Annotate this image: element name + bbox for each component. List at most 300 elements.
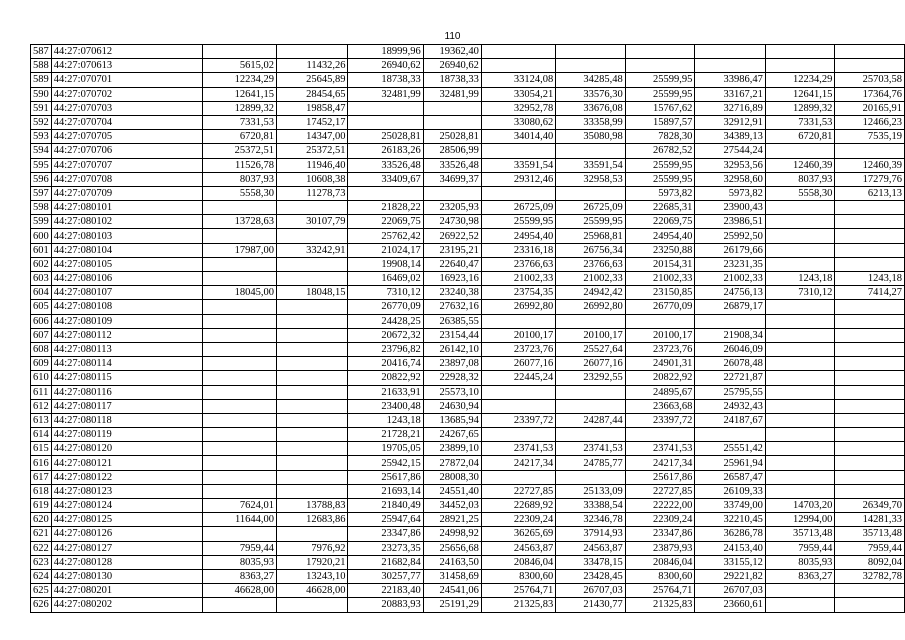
cell-value-9 bbox=[765, 484, 835, 498]
cell-row-number: 613 bbox=[31, 413, 52, 427]
cell-value-1 bbox=[202, 371, 276, 385]
cell-value-8: 32912,91 bbox=[695, 115, 766, 129]
cell-value-5: 22727,85 bbox=[481, 484, 555, 498]
cell-value-9: 12460,39 bbox=[765, 158, 835, 172]
cell-value-5: 23397,72 bbox=[481, 413, 555, 427]
cell-value-5: 8300,60 bbox=[481, 569, 555, 583]
cell-value-3: 20822,92 bbox=[348, 371, 423, 385]
table-row bbox=[31, 584, 905, 598]
cell-value-8: 21908,34 bbox=[695, 328, 766, 342]
cell-value-10 bbox=[835, 144, 905, 158]
cell-value-6 bbox=[556, 186, 626, 200]
cell-value-8: 33155,12 bbox=[695, 555, 766, 569]
cell-value-8 bbox=[695, 428, 766, 442]
cell-value-9: 8363,27 bbox=[765, 569, 835, 583]
cell-value-2: 7976,92 bbox=[277, 541, 348, 555]
cell-value-3: 25617,86 bbox=[348, 470, 423, 484]
cell-cadastral-code: 44:27:080127 bbox=[51, 541, 202, 555]
cell-row-number: 607 bbox=[31, 328, 52, 342]
cell-cadastral-code: 44:27:080120 bbox=[51, 442, 202, 456]
cell-value-4: 34452,03 bbox=[423, 499, 481, 513]
cell-row-number: 616 bbox=[31, 456, 52, 470]
table-row bbox=[31, 286, 905, 300]
cell-value-1 bbox=[202, 399, 276, 413]
cell-cadastral-code: 44:27:080108 bbox=[51, 300, 202, 314]
cell-value-2 bbox=[277, 470, 348, 484]
cell-value-4: 22928,32 bbox=[423, 371, 481, 385]
cell-value-9 bbox=[765, 357, 835, 371]
cell-value-1: 8035,93 bbox=[202, 555, 276, 569]
cell-value-8: 23900,43 bbox=[695, 201, 766, 215]
cell-value-5 bbox=[481, 144, 555, 158]
cell-value-6: 33478,15 bbox=[556, 555, 626, 569]
cell-value-10 bbox=[835, 442, 905, 456]
cell-value-2 bbox=[277, 229, 348, 243]
table-row bbox=[31, 314, 905, 328]
cell-value-4: 13685,94 bbox=[423, 413, 481, 427]
cell-value-2 bbox=[277, 371, 348, 385]
cell-value-3: 7310,12 bbox=[348, 286, 423, 300]
table-row bbox=[31, 541, 905, 555]
cell-value-8: 27544,24 bbox=[695, 144, 766, 158]
table-row bbox=[31, 115, 905, 129]
cell-value-7: 23741,53 bbox=[625, 442, 695, 456]
cell-value-2 bbox=[277, 272, 348, 286]
cell-value-9 bbox=[765, 144, 835, 158]
cell-value-10: 35713,48 bbox=[835, 527, 905, 541]
cell-value-5 bbox=[481, 59, 555, 73]
cell-value-8 bbox=[695, 314, 766, 328]
cell-row-number: 612 bbox=[31, 399, 52, 413]
cell-row-number: 600 bbox=[31, 229, 52, 243]
cell-value-1: 13728,63 bbox=[202, 215, 276, 229]
cell-value-1 bbox=[202, 314, 276, 328]
cell-row-number: 611 bbox=[31, 385, 52, 399]
cell-value-7: 25599,95 bbox=[625, 158, 695, 172]
cell-value-8: 25795,55 bbox=[695, 385, 766, 399]
cell-value-1 bbox=[202, 300, 276, 314]
cell-value-8: 23231,35 bbox=[695, 257, 766, 271]
cell-value-6: 24942,42 bbox=[556, 286, 626, 300]
cell-value-5: 33054,21 bbox=[481, 87, 555, 101]
cell-value-3: 20672,32 bbox=[348, 328, 423, 342]
cell-row-number: 604 bbox=[31, 286, 52, 300]
cell-value-6: 26992,80 bbox=[556, 300, 626, 314]
cell-value-2: 11432,26 bbox=[277, 59, 348, 73]
table-row bbox=[31, 300, 905, 314]
cell-value-3: 21024,17 bbox=[348, 243, 423, 257]
cell-value-4: 25573,10 bbox=[423, 385, 481, 399]
cell-value-2: 13788,83 bbox=[277, 499, 348, 513]
cell-cadastral-code: 44:27:080128 bbox=[51, 555, 202, 569]
cell-value-3: 25028,81 bbox=[348, 130, 423, 144]
cell-cadastral-code: 44:27:070702 bbox=[51, 87, 202, 101]
cell-value-5: 21002,33 bbox=[481, 272, 555, 286]
cell-value-6: 25599,95 bbox=[556, 215, 626, 229]
table-row bbox=[31, 158, 905, 172]
cell-row-number: 592 bbox=[31, 115, 52, 129]
cell-value-2: 33242,91 bbox=[277, 243, 348, 257]
cell-value-7: 24217,34 bbox=[625, 456, 695, 470]
cell-value-1 bbox=[202, 201, 276, 215]
table-row bbox=[31, 499, 905, 513]
cell-value-7: 22309,24 bbox=[625, 513, 695, 527]
cell-value-9: 6720,81 bbox=[765, 130, 835, 144]
cell-cadastral-code: 44:27:070703 bbox=[51, 101, 202, 115]
cell-value-4: 24541,06 bbox=[423, 584, 481, 598]
table-row bbox=[31, 215, 905, 229]
cell-cadastral-code: 44:27:080106 bbox=[51, 272, 202, 286]
table-row bbox=[31, 428, 905, 442]
cell-value-1 bbox=[202, 357, 276, 371]
cell-value-2: 30107,79 bbox=[277, 215, 348, 229]
cell-value-10: 17364,76 bbox=[835, 87, 905, 101]
cell-value-1: 7331,53 bbox=[202, 115, 276, 129]
cell-value-10 bbox=[835, 385, 905, 399]
cell-cadastral-code: 44:27:080103 bbox=[51, 229, 202, 243]
cell-value-3: 16469,02 bbox=[348, 272, 423, 286]
cell-value-4: 16923,16 bbox=[423, 272, 481, 286]
cell-value-2: 17920,21 bbox=[277, 555, 348, 569]
cell-value-6: 21430,77 bbox=[556, 598, 626, 612]
cell-value-8: 26046,09 bbox=[695, 342, 766, 356]
cell-value-7 bbox=[625, 428, 695, 442]
cell-value-6: 33676,08 bbox=[556, 101, 626, 115]
cell-value-8: 26707,03 bbox=[695, 584, 766, 598]
cell-value-3: 30257,77 bbox=[348, 569, 423, 583]
cell-value-3: 23347,86 bbox=[348, 527, 423, 541]
cell-value-2 bbox=[277, 456, 348, 470]
cell-value-1: 7624,01 bbox=[202, 499, 276, 513]
cell-value-2: 11278,73 bbox=[277, 186, 348, 200]
table-row bbox=[31, 172, 905, 186]
cell-value-1: 8363,27 bbox=[202, 569, 276, 583]
cell-cadastral-code: 44:27:080102 bbox=[51, 215, 202, 229]
cell-value-4: 22640,47 bbox=[423, 257, 481, 271]
cell-value-1 bbox=[202, 45, 276, 59]
cell-cadastral-code: 44:27:080125 bbox=[51, 513, 202, 527]
cell-value-10 bbox=[835, 598, 905, 612]
cell-value-8: 36286,78 bbox=[695, 527, 766, 541]
cell-value-7: 23663,68 bbox=[625, 399, 695, 413]
cell-value-10 bbox=[835, 456, 905, 470]
cell-value-4: 26940,62 bbox=[423, 59, 481, 73]
cell-value-7: 23879,93 bbox=[625, 541, 695, 555]
cell-value-7: 25599,95 bbox=[625, 87, 695, 101]
cell-value-7: 20822,92 bbox=[625, 371, 695, 385]
cell-cadastral-code: 44:27:080123 bbox=[51, 484, 202, 498]
cell-row-number: 614 bbox=[31, 428, 52, 442]
cell-value-4: 25656,68 bbox=[423, 541, 481, 555]
cell-value-7: 23347,86 bbox=[625, 527, 695, 541]
cell-value-1 bbox=[202, 428, 276, 442]
cell-value-10 bbox=[835, 413, 905, 427]
cell-row-number: 623 bbox=[31, 555, 52, 569]
cell-value-10: 7535,19 bbox=[835, 130, 905, 144]
cell-value-5: 22445,24 bbox=[481, 371, 555, 385]
table-row bbox=[31, 484, 905, 498]
cell-value-3: 21682,84 bbox=[348, 555, 423, 569]
cell-cadastral-code: 44:27:080124 bbox=[51, 499, 202, 513]
cell-value-10: 12460,39 bbox=[835, 158, 905, 172]
cell-value-2: 25645,89 bbox=[277, 73, 348, 87]
cell-value-6: 34285,48 bbox=[556, 73, 626, 87]
cell-value-1: 46628,00 bbox=[202, 584, 276, 598]
cell-value-8: 24153,40 bbox=[695, 541, 766, 555]
cell-value-2 bbox=[277, 385, 348, 399]
cell-value-1 bbox=[202, 272, 276, 286]
cell-value-5: 20100,17 bbox=[481, 328, 555, 342]
cell-value-1: 6720,81 bbox=[202, 130, 276, 144]
cell-value-8: 26879,17 bbox=[695, 300, 766, 314]
cell-cadastral-code: 44:27:080116 bbox=[51, 385, 202, 399]
cell-value-9 bbox=[765, 328, 835, 342]
cell-value-8: 32210,45 bbox=[695, 513, 766, 527]
cell-row-number: 599 bbox=[31, 215, 52, 229]
cell-value-5: 23741,53 bbox=[481, 442, 555, 456]
cell-value-8: 33167,21 bbox=[695, 87, 766, 101]
cell-value-3: 21728,21 bbox=[348, 428, 423, 442]
cell-value-1: 7959,44 bbox=[202, 541, 276, 555]
cell-value-7: 24954,40 bbox=[625, 229, 695, 243]
cell-value-2 bbox=[277, 257, 348, 271]
cell-value-8: 25551,42 bbox=[695, 442, 766, 456]
cell-value-1: 5615,02 bbox=[202, 59, 276, 73]
cell-value-3: 25947,64 bbox=[348, 513, 423, 527]
cell-row-number: 603 bbox=[31, 272, 52, 286]
cell-value-10 bbox=[835, 584, 905, 598]
cell-value-6: 24287,44 bbox=[556, 413, 626, 427]
cell-value-9 bbox=[765, 371, 835, 385]
cell-value-4: 34699,37 bbox=[423, 172, 481, 186]
cell-value-4 bbox=[423, 115, 481, 129]
table-row bbox=[31, 527, 905, 541]
cell-value-7 bbox=[625, 45, 695, 59]
cell-value-8 bbox=[695, 45, 766, 59]
cell-value-7: 21002,33 bbox=[625, 272, 695, 286]
cell-value-8: 26179,66 bbox=[695, 243, 766, 257]
cell-value-10 bbox=[835, 342, 905, 356]
cell-value-8: 32958,60 bbox=[695, 172, 766, 186]
cell-value-10: 17279,76 bbox=[835, 172, 905, 186]
cell-value-4: 25191,29 bbox=[423, 598, 481, 612]
cell-value-9: 35713,48 bbox=[765, 527, 835, 541]
cell-value-1 bbox=[202, 413, 276, 427]
cell-value-7: 22727,85 bbox=[625, 484, 695, 498]
cell-value-4: 23240,38 bbox=[423, 286, 481, 300]
cell-value-1: 11644,00 bbox=[202, 513, 276, 527]
cell-value-3: 18738,33 bbox=[348, 73, 423, 87]
cell-value-5: 24217,34 bbox=[481, 456, 555, 470]
cell-value-1: 12641,15 bbox=[202, 87, 276, 101]
cell-value-7: 20154,31 bbox=[625, 257, 695, 271]
cell-value-4 bbox=[423, 186, 481, 200]
cell-value-3: 20883,93 bbox=[348, 598, 423, 612]
cell-value-10: 32782,78 bbox=[835, 569, 905, 583]
cell-value-3: 32481,99 bbox=[348, 87, 423, 101]
cell-cadastral-code: 44:27:070709 bbox=[51, 186, 202, 200]
cell-cadastral-code: 44:27:070613 bbox=[51, 59, 202, 73]
cell-value-10 bbox=[835, 428, 905, 442]
cell-value-5: 23723,76 bbox=[481, 342, 555, 356]
cell-value-4: 25028,81 bbox=[423, 130, 481, 144]
cell-value-10 bbox=[835, 201, 905, 215]
table-row bbox=[31, 257, 905, 271]
cell-cadastral-code: 44:27:080118 bbox=[51, 413, 202, 427]
cell-value-10 bbox=[835, 229, 905, 243]
cell-value-10: 20165,91 bbox=[835, 101, 905, 115]
cell-cadastral-code: 44:27:070706 bbox=[51, 144, 202, 158]
cell-value-10 bbox=[835, 45, 905, 59]
cell-value-4: 26922,52 bbox=[423, 229, 481, 243]
cell-value-3: 21633,91 bbox=[348, 385, 423, 399]
cell-value-3: 33526,48 bbox=[348, 158, 423, 172]
cell-value-4: 26385,55 bbox=[423, 314, 481, 328]
cell-value-8: 23986,51 bbox=[695, 215, 766, 229]
cell-value-1: 25372,51 bbox=[202, 144, 276, 158]
cell-value-5: 22689,92 bbox=[481, 499, 555, 513]
cell-cadastral-code: 44:27:070612 bbox=[51, 45, 202, 59]
cell-value-8: 26109,33 bbox=[695, 484, 766, 498]
cell-value-2: 19858,47 bbox=[277, 101, 348, 115]
cell-row-number: 619 bbox=[31, 499, 52, 513]
cell-value-3: 20416,74 bbox=[348, 357, 423, 371]
cell-value-2: 25372,51 bbox=[277, 144, 348, 158]
cell-value-8: 32716,89 bbox=[695, 101, 766, 115]
cell-value-8: 23660,61 bbox=[695, 598, 766, 612]
cell-value-4: 28921,25 bbox=[423, 513, 481, 527]
cell-value-1: 8037,93 bbox=[202, 172, 276, 186]
cell-value-2: 11946,40 bbox=[277, 158, 348, 172]
cell-value-6: 24785,77 bbox=[556, 456, 626, 470]
cell-value-3: 1243,18 bbox=[348, 413, 423, 427]
cell-value-10: 7414,27 bbox=[835, 286, 905, 300]
cell-value-4: 23195,21 bbox=[423, 243, 481, 257]
cell-row-number: 594 bbox=[31, 144, 52, 158]
cell-value-10 bbox=[835, 371, 905, 385]
table-row bbox=[31, 598, 905, 612]
cell-row-number: 587 bbox=[31, 45, 52, 59]
cell-value-2 bbox=[277, 357, 348, 371]
cell-value-6 bbox=[556, 470, 626, 484]
cell-value-4: 24267,65 bbox=[423, 428, 481, 442]
cell-value-5: 24954,40 bbox=[481, 229, 555, 243]
cell-row-number: 626 bbox=[31, 598, 52, 612]
table-row bbox=[31, 101, 905, 115]
cell-cadastral-code: 44:27:080113 bbox=[51, 342, 202, 356]
cell-value-8: 32953,56 bbox=[695, 158, 766, 172]
cell-value-4: 23154,44 bbox=[423, 328, 481, 342]
cell-value-3: 26183,26 bbox=[348, 144, 423, 158]
cell-value-6: 23292,55 bbox=[556, 371, 626, 385]
cell-value-1: 12899,32 bbox=[202, 101, 276, 115]
cell-value-6 bbox=[556, 45, 626, 59]
cell-row-number: 606 bbox=[31, 314, 52, 328]
cell-value-3: 23273,35 bbox=[348, 541, 423, 555]
cell-value-10: 14281,33 bbox=[835, 513, 905, 527]
cell-value-9 bbox=[765, 342, 835, 356]
cell-row-number: 608 bbox=[31, 342, 52, 356]
cell-value-6: 33576,30 bbox=[556, 87, 626, 101]
cell-value-7: 21325,83 bbox=[625, 598, 695, 612]
cell-value-1 bbox=[202, 484, 276, 498]
cell-value-7: 22069,75 bbox=[625, 215, 695, 229]
cell-value-5: 23754,35 bbox=[481, 286, 555, 300]
cell-value-10 bbox=[835, 300, 905, 314]
cell-value-5: 26725,09 bbox=[481, 201, 555, 215]
cell-cadastral-code: 44:27:070707 bbox=[51, 158, 202, 172]
cell-value-7: 25764,71 bbox=[625, 584, 695, 598]
cell-value-9: 12234,29 bbox=[765, 73, 835, 87]
cell-value-1 bbox=[202, 229, 276, 243]
cell-value-5 bbox=[481, 45, 555, 59]
cell-value-9 bbox=[765, 385, 835, 399]
cell-row-number: 589 bbox=[31, 73, 52, 87]
cell-value-9: 8037,93 bbox=[765, 172, 835, 186]
cell-value-1 bbox=[202, 442, 276, 456]
cell-value-6: 37914,93 bbox=[556, 527, 626, 541]
cell-value-5: 33591,54 bbox=[481, 158, 555, 172]
cell-value-10: 7959,44 bbox=[835, 541, 905, 555]
cell-value-2 bbox=[277, 442, 348, 456]
cell-row-number: 591 bbox=[31, 101, 52, 115]
cell-value-5: 25764,71 bbox=[481, 584, 555, 598]
cell-cadastral-code: 44:27:080105 bbox=[51, 257, 202, 271]
cell-row-number: 593 bbox=[31, 130, 52, 144]
cell-value-10: 8092,04 bbox=[835, 555, 905, 569]
cell-value-1: 12234,29 bbox=[202, 73, 276, 87]
cell-row-number: 590 bbox=[31, 87, 52, 101]
cell-value-10 bbox=[835, 357, 905, 371]
cell-cadastral-code: 44:27:080119 bbox=[51, 428, 202, 442]
cell-value-2 bbox=[277, 45, 348, 59]
cell-value-6: 23428,45 bbox=[556, 569, 626, 583]
table-row bbox=[31, 201, 905, 215]
cell-value-8: 33986,47 bbox=[695, 73, 766, 87]
table-row bbox=[31, 456, 905, 470]
cell-value-8: 25961,94 bbox=[695, 456, 766, 470]
table-row bbox=[31, 144, 905, 158]
cell-value-5 bbox=[481, 186, 555, 200]
cell-value-6 bbox=[556, 144, 626, 158]
cell-value-4: 31458,69 bbox=[423, 569, 481, 583]
table-row bbox=[31, 385, 905, 399]
cell-value-4: 26142,10 bbox=[423, 342, 481, 356]
cell-value-7: 25599,95 bbox=[625, 172, 695, 186]
cell-row-number: 617 bbox=[31, 470, 52, 484]
cell-value-3: 23400,48 bbox=[348, 399, 423, 413]
cell-value-6: 20100,17 bbox=[556, 328, 626, 342]
cell-value-9 bbox=[765, 470, 835, 484]
cell-value-3 bbox=[348, 115, 423, 129]
cell-value-10: 26349,70 bbox=[835, 499, 905, 513]
cell-cadastral-code: 44:27:080104 bbox=[51, 243, 202, 257]
cell-value-3: 24428,25 bbox=[348, 314, 423, 328]
cell-value-1 bbox=[202, 342, 276, 356]
table-row bbox=[31, 272, 905, 286]
cell-value-8: 33749,00 bbox=[695, 499, 766, 513]
cell-row-number: 625 bbox=[31, 584, 52, 598]
cell-value-7: 25599,95 bbox=[625, 73, 695, 87]
cell-value-9: 7331,53 bbox=[765, 115, 835, 129]
cell-value-5: 33124,08 bbox=[481, 73, 555, 87]
cell-value-3: 33409,67 bbox=[348, 172, 423, 186]
cell-row-number: 595 bbox=[31, 158, 52, 172]
cell-value-9 bbox=[765, 229, 835, 243]
table-row bbox=[31, 569, 905, 583]
cell-value-5: 33080,62 bbox=[481, 115, 555, 129]
cell-value-9 bbox=[765, 59, 835, 73]
